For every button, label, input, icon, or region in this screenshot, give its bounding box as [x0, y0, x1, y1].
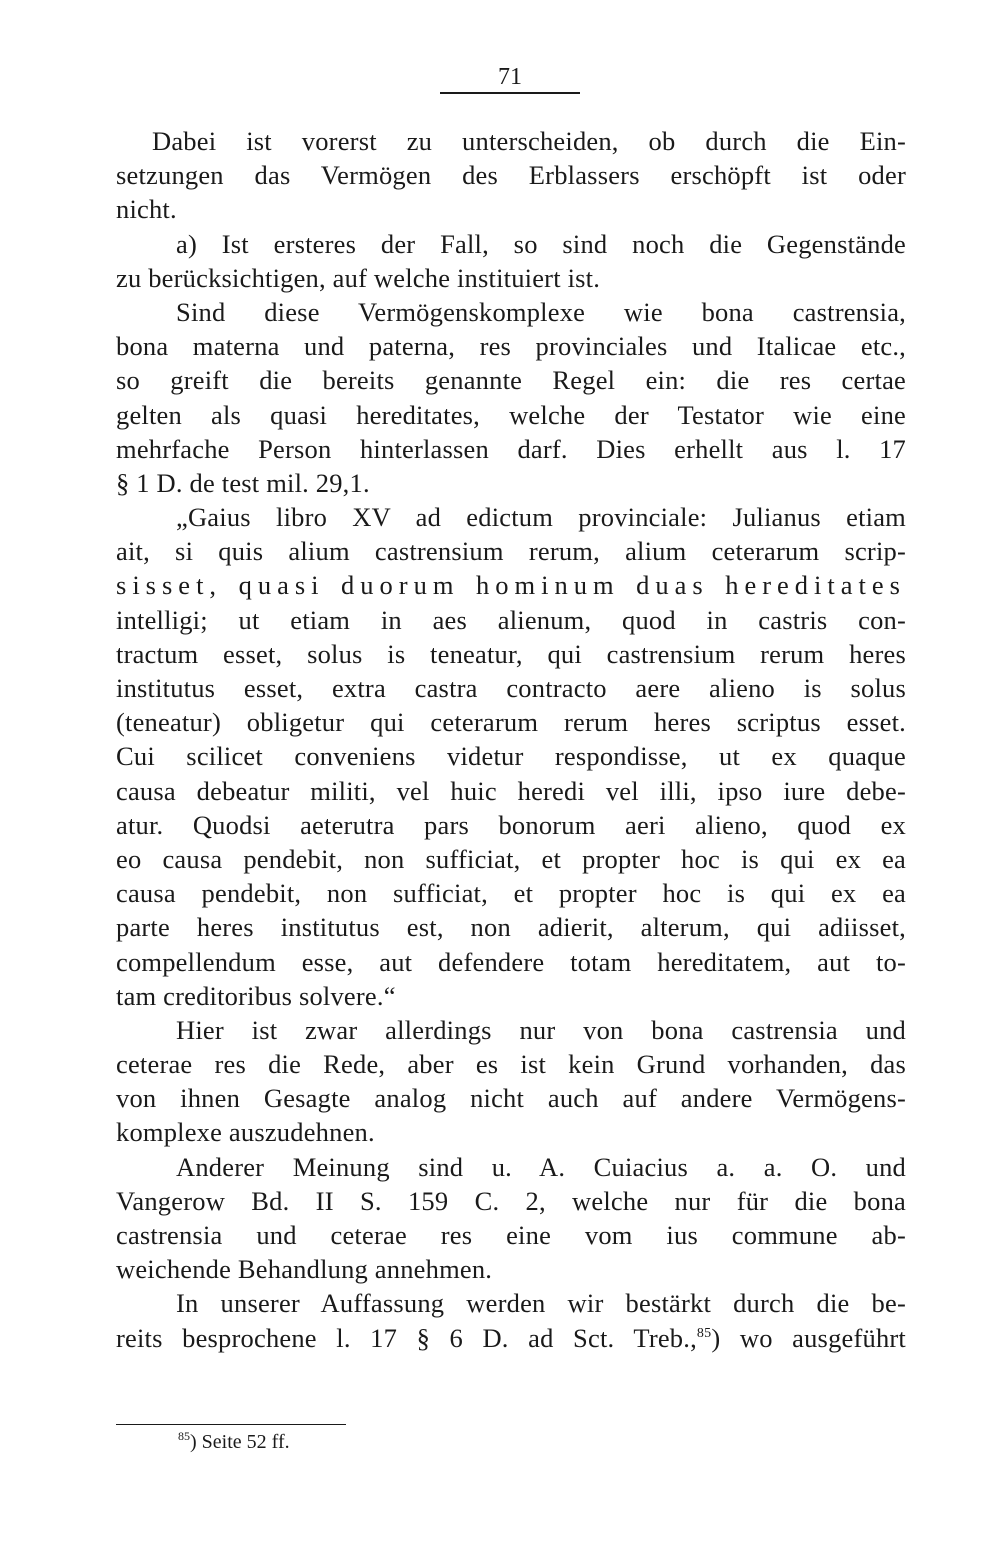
- quote-line: atur. Quodsi aeterutra pars bonorum aeri alieno, quod ex: [116, 809, 906, 840]
- footnote-text: ) Seite 52 ff.: [190, 1431, 290, 1453]
- footnote: [178, 1430, 290, 1454]
- text-line: ceterae res die Rede, aber es ist kein Grund vorhanden, das: [116, 1049, 906, 1080]
- quote-line: intelligi; ut etiam in aes alienum, quod in castris con-: [116, 604, 906, 635]
- quote-line: parte heres institutus est, non adierit, alterum, qui adiisset,: [116, 912, 906, 943]
- text-line: komplexe auszudehnen.: [116, 1117, 375, 1148]
- text-line: Sind diese Vermögenskomplexe wie bona castrensia,: [176, 296, 906, 327]
- text-line: mehrfache Person hinterlassen darf. Dies erhellt aus l. 17: [116, 433, 906, 464]
- text-line: so greift die bereits genannte Regel ein: die res certae: [116, 365, 906, 396]
- quote-line: institutus esset, extra castra contracto aere alieno is solus: [116, 673, 906, 703]
- quote-line: ait, si quis alium castrensium rerum, alium ceterarum scrip-: [116, 536, 906, 567]
- page-header: [440, 64, 580, 94]
- header-rule: [440, 92, 580, 94]
- quote-line: compellendum esse, aut defendere totam hereditatem, aut to-: [116, 946, 906, 977]
- text-line: bona materna und paterna, res provinciales und Italicae etc.,: [116, 331, 906, 362]
- text-line: von ihnen Gesagte analog nicht auch auf andere Vermögens-: [116, 1083, 906, 1114]
- text-line: Dabei ist vorerst zu unterscheiden, ob durch die Ein-: [152, 126, 906, 156]
- footnote-marker: 85: [178, 1429, 190, 1443]
- footnote-rule: [116, 1424, 346, 1425]
- quote-line: eo causa pendebit, non sufficiat, et propter hoc is qui ex ea: [116, 843, 906, 874]
- text-line: Hier ist zwar allerdings nur von bona castrensia und: [176, 1014, 906, 1045]
- text-line: castrensia und ceterae res eine vom ius commune ab-: [116, 1220, 906, 1250]
- text-line: weichende Behandlung annehmen.: [116, 1254, 493, 1285]
- text-line: gelten als quasi hereditates, welche der Testator wie eine: [116, 399, 906, 430]
- text-line-part: ) wo ausgeführt: [711, 1322, 906, 1353]
- text-line: zu berücksichtigen, auf welche instituiert ist.: [116, 262, 601, 293]
- quote-line: (teneatur) obligetur qui ceterarum rerum heres scriptus esset.: [116, 707, 906, 738]
- body-text: [116, 124, 906, 1355]
- text-line-with-note: [116, 1321, 906, 1355]
- quote-line: causa debeatur militi, vel huic heredi vel illi, ipso iure debe-: [116, 775, 906, 806]
- text-line-part: reits besprochene l. 17 § 6 D. ad Sct. Treb.,: [116, 1322, 697, 1353]
- text-line: a) Ist ersteres der Fall, so sind noch die Gegenstände: [176, 228, 906, 259]
- text-line: nicht.: [116, 194, 177, 225]
- text-line: § 1 D. de test mil. 29,1.: [116, 467, 370, 498]
- quote-line: tractum esset, solus is teneatur, qui castrensium rerum heres: [116, 638, 906, 669]
- quote-line: causa pendebit, non sufficiat, et propter hoc is qui ex ea: [116, 878, 906, 909]
- page-number: 71: [498, 64, 522, 90]
- quote-line-emphasis: sisset, quasi duorum hominum duas hereditates: [116, 570, 906, 601]
- quote-line: „Gaius libro XV ad edictum provinciale: Julianus etiam: [176, 502, 906, 533]
- footnote-reference[interactable]: 85: [696, 1325, 712, 1341]
- quote-line: Cui scilicet conveniens videtur respondisse, ut ex quaque: [116, 741, 906, 772]
- quote-line: tam creditoribus solvere.“: [116, 980, 396, 1011]
- text-line: Vangerow Bd. II S. 159 C. 2, welche nur für die bona: [116, 1185, 906, 1216]
- text-line: Anderer Meinung sind u. A. Cuiacius a. a. O. und: [176, 1151, 906, 1182]
- text-line: In unserer Auffassung werden wir bestärkt durch die be-: [176, 1288, 906, 1319]
- text-line: setzungen das Vermögen des Erblassers erschöpft ist oder: [116, 160, 906, 191]
